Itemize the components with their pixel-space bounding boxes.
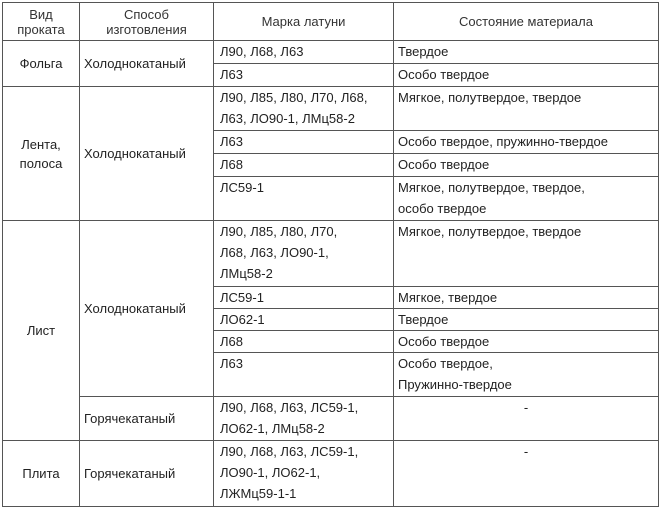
manufacturing-method-cell: Холоднокатаный bbox=[80, 87, 214, 221]
header-brass-grade: Марка латуни bbox=[214, 3, 394, 41]
product-type-cell: Лист bbox=[3, 221, 80, 441]
header-row bbox=[3, 3, 659, 41]
material-state-cell: Твердое bbox=[394, 309, 659, 331]
manufacturing-method-cell: Горячекатаный bbox=[80, 441, 214, 507]
material-state-cell: Особо твердое, пружинно-твердое bbox=[394, 131, 659, 154]
brass-grade-cell: Л90, Л85, Л80, Л70, Л68, Л63, ЛО90-1, ЛМц58-2 bbox=[214, 87, 394, 131]
material-state-cell: Мягкое, полутвердое, твердое bbox=[394, 221, 659, 287]
table-row bbox=[3, 397, 659, 441]
brass-grade-cell: Л63 bbox=[214, 64, 394, 87]
manufacturing-method-cell: Холоднокатаный bbox=[80, 221, 214, 397]
brass-grade-cell: Л90, Л68, Л63, ЛС59-1, ЛО62-1, ЛМц58-2 bbox=[214, 397, 394, 441]
header-material-state: Состояние материала bbox=[394, 3, 659, 41]
material-state-cell: Твердое bbox=[394, 41, 659, 64]
brass-grade-cell: Л63 bbox=[214, 353, 394, 397]
material-state-cell: Особо твердое bbox=[394, 64, 659, 87]
table-row bbox=[3, 41, 659, 64]
brass-grade-cell: Л68 bbox=[214, 331, 394, 353]
material-state-cell: Мягкое, твердое bbox=[394, 287, 659, 309]
material-state-cell: Особо твердое, Пружинно-твердое bbox=[394, 353, 659, 397]
brass-grade-cell: Л90, Л68, Л63, ЛС59-1, ЛО90-1, ЛО62-1, ЛЖМц59-1-1 bbox=[214, 441, 394, 507]
product-type-cell: Плита bbox=[3, 441, 80, 507]
brass-grade-cell: ЛС59-1 bbox=[214, 177, 394, 221]
table-row bbox=[3, 441, 659, 507]
brass-grade-cell: Л68 bbox=[214, 154, 394, 177]
brass-grade-cell: ЛО62-1 bbox=[214, 309, 394, 331]
product-type-cell: Лента, полоса bbox=[3, 87, 80, 221]
material-state-cell: - bbox=[394, 397, 659, 441]
brass-products-table bbox=[2, 2, 659, 507]
table-row bbox=[3, 87, 659, 131]
material-state-cell: Мягкое, полутвердое, твердое, особо твердое bbox=[394, 177, 659, 221]
product-type-cell: Фольга bbox=[3, 41, 80, 87]
material-state-cell: Особо твердое bbox=[394, 154, 659, 177]
brass-grade-cell: Л90, Л68, Л63 bbox=[214, 41, 394, 64]
header-product-type: Вид проката bbox=[3, 3, 80, 41]
material-state-cell: - bbox=[394, 441, 659, 507]
table-row bbox=[3, 221, 659, 287]
brass-grade-cell: Л63 bbox=[214, 131, 394, 154]
manufacturing-method-cell: Холоднокатаный bbox=[80, 41, 214, 87]
header-manufacturing-method: Способ изготовления bbox=[80, 3, 214, 41]
material-state-cell: Особо твердое bbox=[394, 331, 659, 353]
material-state-cell: Мягкое, полутвердое, твердое bbox=[394, 87, 659, 131]
brass-grade-cell: ЛС59-1 bbox=[214, 287, 394, 309]
brass-grade-cell: Л90, Л85, Л80, Л70, Л68, Л63, ЛО90-1, ЛМц58-2 bbox=[214, 221, 394, 287]
manufacturing-method-cell: Горячекатаный bbox=[80, 397, 214, 441]
